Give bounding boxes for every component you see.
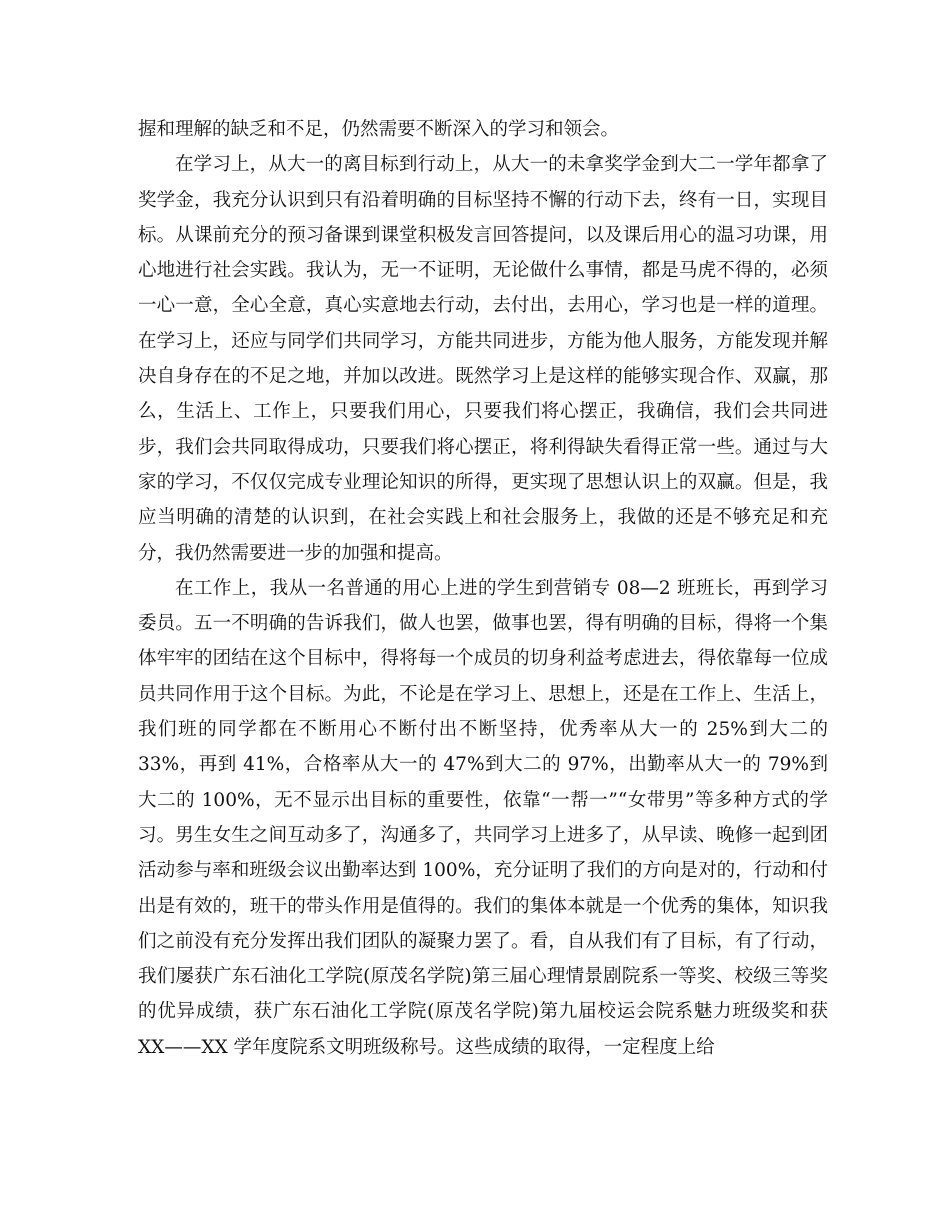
paragraph-study: 在学习上，从大一的离目标到行动上，从大一的未拿奖学金到大二一学年都拿了奖学金，我充分认识到只有沿着明确的目标坚持不懈的行动下去，终有一日，实现目标。从课前充分的预习备课到课堂积极发言回答提问，以及课后用心的温习功课，用心地进行社会实践。我认为，无一不证明，无论做什么事情，都是马虎不得的，必须一心一意，全心全意，真心实意地去行动，去付出，去用心，学习也是一样的道理。在学习上，还应与同学们共同学习，方能共同进步，方能为他人服务，方能发现并解决自身存在的不足之地，并加以改进。既然学习上是这样的能够实现合作、双赢，那么，生活上、工作上，只要我们用心，只要我们将心摆正，我确信，我们会共同进步，我们会共同取得成功，只要我们将心摆正，将利得缺失看得正常一些。通过与大家的学习，不仅仅完成专业理论知识的所得，更实现了思想认识上的双赢。但是，我应当明确的清楚的认识到，在社会实践上和社会服务上，我做的还是不够充足和充分，我仍然需要进一步的加强和提高。 xyxy=(138,154,828,564)
document-body xyxy=(138,112,828,1065)
paragraph-continuation: 握和理解的缺乏和不足，仍然需要不断深入的学习和领会。 xyxy=(138,119,620,140)
paragraph-work: 在工作上，我从一名普通的用心上进的学生到营销专 08—2 班班长，再到学习委员。五一不明确的告诉我们，做人也罢，做事也罢，得有明确的目标，得将一个集体牢牢的团结在这个目标中，得将每一个成员的切身利益考虑进去，得依靠每一位成员共同作用于这个目标。为此，不论是在学习上、思想上，还是在工作上、生活上，我们班的同学都在不断用心不断付出不断坚持，优秀率从大一的 25%到大二的 33%，再到 41%，合格率从大一的 47%到大二的 97%，出勤率从大一的 79%到大二的 100%，无不显示出目标的重要性，依靠“一帮一”“女带男”等多种方式的学习。男生女生之间互动多了，沟通多了，共同学习上进多了，从早读、晚修一起到团活动参与率和班级会议出勤率达到 100%，充分证明了我们的方向是对的，行动和付出是有效的，班干的带头作用是值得的。我们的集体本就是一个优秀的集体，知识我们之前没有充分发挥出我们团队的凝聚力罢了。看，自从我们有了目标，有了行动，我们屡获广东石油化工学院(原茂名学院)第三届心理情景剧院系一等奖、校级三等奖的优异成绩，获广东石油化工学院(原茂名学院)第九届校运会院系魅力班级奖和获 XX——XX 学年度院系文明班级称号。这些成绩的取得，一定程度上给 xyxy=(138,577,828,1058)
